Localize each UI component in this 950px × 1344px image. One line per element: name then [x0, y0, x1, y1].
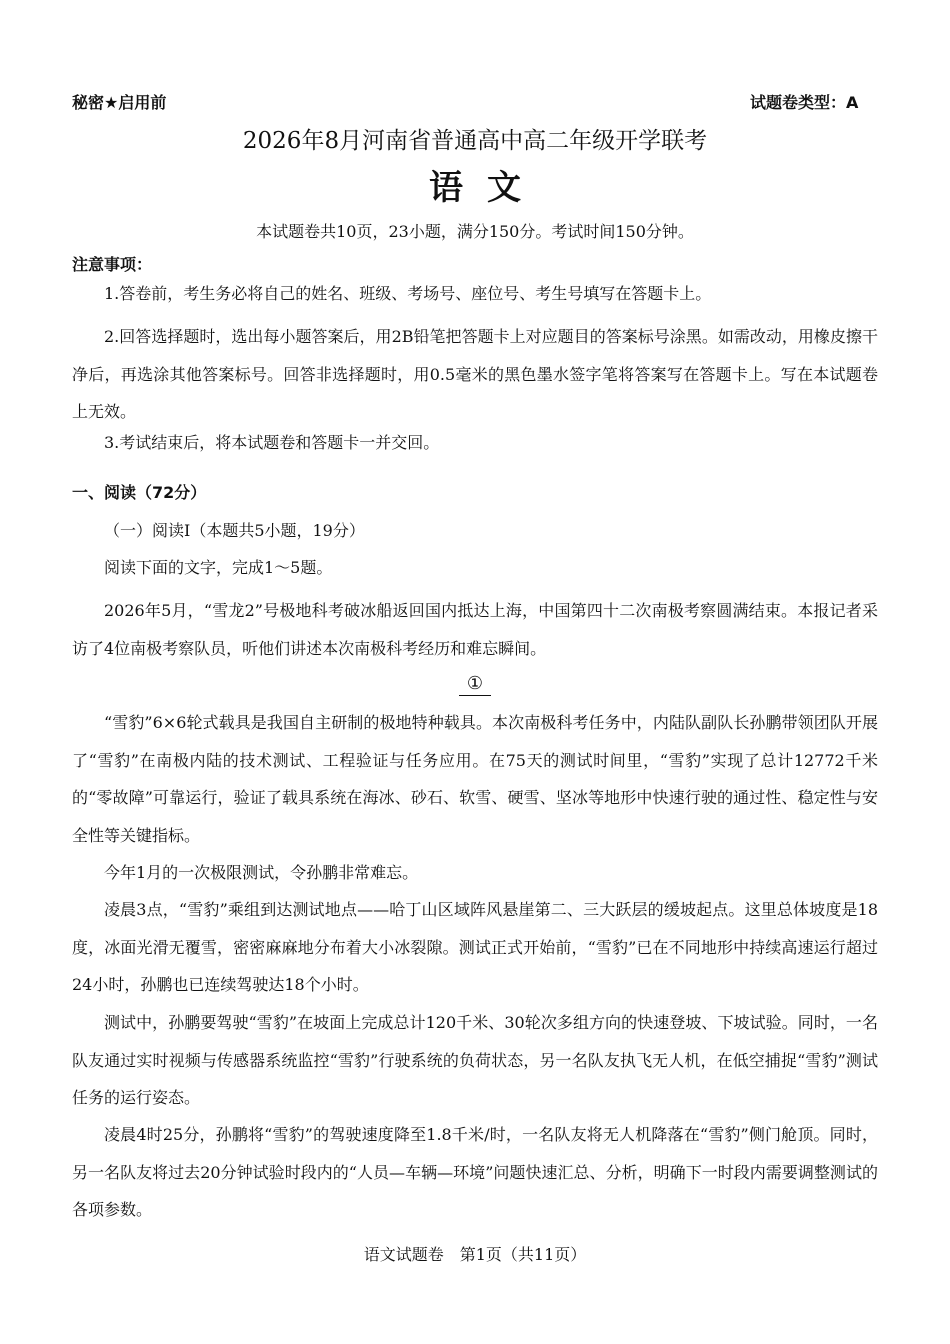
- article-paragraph: “雪豹”6×6轮式载具是我国自主研制的极地特种载具。本次南极科考任务中，内陆队副队长孙鹏带领团队开展了“雪豹”在南极内陆的技术测试、工程验证与任务应用。在75天的测试时间里，“雪豹”实现了总计12772千米的“零故障”可靠运行，验证了载具系统在海冰、砂石、软雪、硬雪、坚冰等地形中快速行驶的通过性、稳定性与安全性等关键指标。: [72, 713, 878, 845]
- notice-item-1: 1.答卷前，考生务必将自己的姓名、班级、考场号、座位号、考生号填写在答题卡上。: [104, 284, 712, 303]
- article-paragraph: 凌晨4时25分，孙鹏将“雪豹”的驾驶速度降至1.8千米/时，一名队友将无人机降落在“雪豹”侧门舱顶。同时，另一名队友将过去20分钟试验时段内的“人员—车辆—环境”问题快速汇总、分析，明确下一时段内需要调整测试的各项参数。: [72, 1125, 878, 1219]
- article-paragraph: 今年1月的一次极限测试，令孙鹏非常难忘。: [104, 863, 419, 882]
- article-intro: 2026年5月，“雪龙2”号极地科考破冰船返回国内抵达上海，中国第四十二次南极考察圆满结束。本报记者采访了4位南极考察队员，听他们讲述本次南极科考经历和难忘瞬间。: [72, 601, 878, 658]
- notice-heading: 注意事项：: [72, 255, 153, 274]
- exam-info: 本试题卷共10页，23小题，满分150分。考试时间150分钟。: [256, 222, 694, 241]
- subject-title: 语文: [429, 168, 545, 208]
- paper-type-label: 试题卷类型：A: [750, 93, 859, 112]
- page-footer: 语文试题卷 第1页（共11页）: [363, 1245, 587, 1264]
- article-paragraph: 凌晨3点，“雪豹”乘组到达测试地点——哈丁山区域阵风悬崖第二、三大跃层的缓坡起点。这里总体坡度是18度，冰面光滑无覆雪，密密麻麻地分布着大小冰裂隙。测试正式开始前，“雪豹”已在不同地形中持续高速运行超过24小时，孙鹏也已连续驾驶达18个小时。: [72, 900, 878, 994]
- notice-item-2: 2.回答选择题时，选出每小题答案后，用2B铅笔把答题卡上对应题目的答案标号涂黑。如需改动，用橡皮擦干净后，再选涂其他答案标号。回答非选择题时，用0.5毫米的黑色墨水签字笔将答案写在答题卡上。写在本试题卷上无效。: [72, 327, 878, 421]
- part-marker: ①: [0, 673, 950, 694]
- section-heading: 一、阅读（72分）: [72, 483, 207, 502]
- sub-section-heading: （一）阅读Ⅰ（本题共5小题，19分）: [104, 521, 365, 540]
- reading-instruction: 阅读下面的文字，完成1～5题。: [104, 558, 333, 577]
- secret-label: 秘密★启用前: [72, 93, 167, 112]
- exam-title: 2026年8月河南省普通高中高二年级开学联考: [242, 128, 708, 154]
- notice-item-3: 3.考试结束后，将本试题卷和答题卡一并交回。: [104, 433, 440, 452]
- article-paragraph: 测试中，孙鹏要驾驶“雪豹”在坡面上完成总计120千米、30轮次多组方向的快速登坡、下坡试验。同时，一名队友通过实时视频与传感器系统监控“雪豹”行驶系统的负荷状态，另一名队友执飞无人机，在低空捕捉“雪豹”测试任务的运行姿态。: [72, 1013, 878, 1107]
